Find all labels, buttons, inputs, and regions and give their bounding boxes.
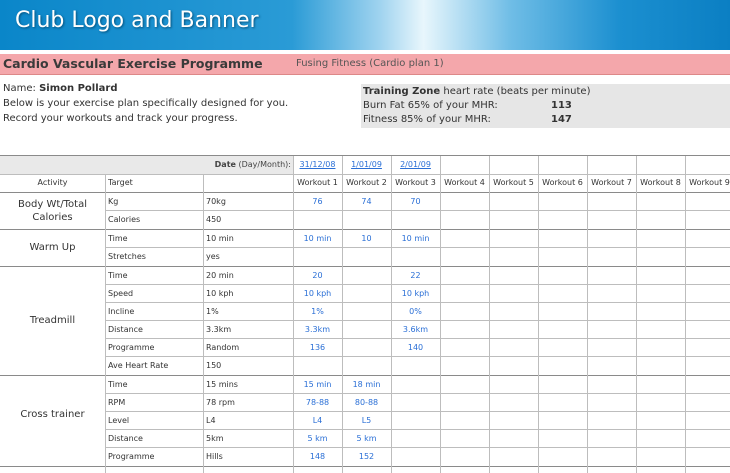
activity-header: Activity (37, 178, 68, 187)
workout-cell[interactable] (342, 303, 391, 321)
column-line (587, 156, 588, 473)
workout-cell[interactable] (636, 357, 685, 375)
target-value: 15 mins (206, 380, 238, 389)
workout-cell[interactable] (538, 248, 587, 266)
target-value: 3.3km (206, 325, 232, 334)
target-value: 1% (206, 307, 219, 316)
workout-cell[interactable] (489, 248, 538, 266)
workout-cell[interactable] (587, 193, 636, 211)
workout-cell[interactable] (587, 376, 636, 394)
target-cell: Programme (108, 343, 155, 352)
workout-cell[interactable] (538, 448, 587, 466)
workout-cell[interactable] (489, 285, 538, 303)
workout-cell[interactable] (685, 321, 730, 339)
workout-cell[interactable] (440, 193, 489, 211)
workout-header: Workout 3 (395, 178, 436, 187)
workout-cell[interactable] (636, 285, 685, 303)
workout-cell[interactable] (489, 339, 538, 357)
workout-cell[interactable] (489, 376, 538, 394)
workout-cell[interactable] (391, 248, 440, 266)
date-input[interactable] (440, 156, 489, 174)
target-value: 5km (206, 434, 224, 443)
workout-cell[interactable] (538, 339, 587, 357)
column-line (440, 156, 441, 473)
workout-cell[interactable] (685, 448, 730, 466)
workout-cell[interactable] (489, 267, 538, 285)
workout-cell[interactable] (489, 321, 538, 339)
workout-cell[interactable]: 5 km (356, 434, 377, 443)
date-input[interactable] (538, 156, 587, 174)
target-cell: Level (108, 416, 130, 425)
workout-cell[interactable] (391, 357, 440, 375)
activity-cell: Treadmill (29, 315, 76, 326)
column-line (636, 156, 637, 473)
workout-cell[interactable] (391, 448, 440, 466)
target-cell: Speed (108, 289, 134, 298)
workout-cell[interactable] (685, 193, 730, 211)
workout-cell[interactable]: 0% (409, 307, 422, 316)
workout-cell[interactable] (685, 394, 730, 412)
activity-cell: Body Wt/Total Calories (18, 199, 87, 223)
workout-cell[interactable] (636, 230, 685, 248)
target-cell: Time (108, 380, 128, 389)
name-label: Name: (3, 83, 36, 94)
workout-cell[interactable] (636, 193, 685, 211)
date-input[interactable] (685, 156, 730, 174)
workout-cell[interactable]: 80-88 (354, 398, 379, 407)
workout-cell[interactable] (587, 321, 636, 339)
column-line (538, 156, 539, 473)
workout-cell[interactable] (342, 248, 391, 266)
target-value: Random (206, 343, 240, 352)
workout-cell[interactable] (538, 394, 587, 412)
workout-cell[interactable] (489, 448, 538, 466)
workout-cell[interactable] (685, 230, 730, 248)
target-cell: Stretches (108, 252, 146, 261)
workout-cell[interactable]: 76 (312, 197, 323, 206)
workout-cell[interactable] (342, 285, 391, 303)
programme-title: Cardio Vascular Exercise Programme (3, 56, 263, 71)
workout-cell[interactable] (293, 357, 342, 375)
club-banner (0, 0, 730, 50)
workout-cell[interactable]: 10 kph (303, 289, 332, 298)
workout-cell[interactable]: 10 kph (401, 289, 430, 298)
intro-line-1: Below is your exercise plan specifically designed for you. (3, 98, 289, 109)
workout-cell[interactable] (685, 412, 730, 430)
workout-cell[interactable] (440, 339, 489, 357)
workout-cell[interactable] (636, 376, 685, 394)
workout-cell[interactable] (440, 448, 489, 466)
programme-subtitle: Fusing Fitness (Cardio plan 1) (296, 58, 444, 69)
workout-cell[interactable] (440, 394, 489, 412)
workout-header: Workout 8 (640, 178, 681, 187)
workout-cell[interactable]: 140 (407, 343, 424, 352)
workout-cell[interactable] (440, 230, 489, 248)
workout-cell[interactable] (587, 285, 636, 303)
date-input[interactable] (636, 156, 685, 174)
fitness-value: 147 (551, 114, 572, 125)
training-zone-heading: Training Zone heart rate (beats per minute) (363, 86, 591, 97)
workout-cell[interactable] (342, 321, 391, 339)
workout-cell[interactable]: 136 (309, 343, 326, 352)
workout-cell[interactable] (538, 230, 587, 248)
workout-cell[interactable] (587, 339, 636, 357)
workout-cell[interactable] (489, 394, 538, 412)
workout-cell[interactable] (538, 303, 587, 321)
target-cell: Incline (108, 307, 135, 316)
workout-cell[interactable] (293, 248, 342, 266)
workout-cell[interactable]: 5 km (307, 434, 328, 443)
workout-cell[interactable] (587, 267, 636, 285)
activity-cell: Cross trainer (20, 409, 85, 420)
workout-cell[interactable] (685, 357, 730, 375)
workout-cell[interactable]: 78-88 (305, 398, 330, 407)
workout-cell[interactable] (489, 412, 538, 430)
column-line (489, 156, 490, 473)
target-cell: Ave Heart Rate (108, 361, 169, 370)
workout-cell[interactable] (587, 430, 636, 448)
workout-cell[interactable]: 3.6km (402, 325, 429, 334)
workout-header: Workout 6 (542, 178, 583, 187)
burn-fat-row: Burn Fat 65% of your MHR: 113 (363, 100, 572, 111)
workout-cell[interactable] (440, 430, 489, 448)
workout-cell[interactable] (685, 248, 730, 266)
workout-cell[interactable] (685, 267, 730, 285)
workout-cell[interactable] (538, 267, 587, 285)
target-cell: Calories (108, 215, 141, 224)
workout-cell[interactable] (636, 303, 685, 321)
workout-cell[interactable] (538, 357, 587, 375)
workout-cell[interactable] (440, 357, 489, 375)
group-line (0, 466, 730, 467)
workout-cell[interactable] (636, 248, 685, 266)
workout-cell[interactable] (489, 303, 538, 321)
date-input[interactable]: 31/12/08 (299, 160, 336, 169)
workout-cell[interactable] (342, 357, 391, 375)
workout-cell[interactable]: 15 min (303, 380, 332, 389)
workout-cell[interactable]: 20 (312, 271, 323, 280)
target-cell: Distance (108, 325, 143, 334)
column-line (342, 156, 343, 473)
date-input[interactable]: 1/01/09 (351, 160, 382, 169)
workout-cell[interactable] (440, 211, 489, 229)
workout-cell[interactable] (489, 193, 538, 211)
workout-cell[interactable] (636, 211, 685, 229)
date-input[interactable] (489, 156, 538, 174)
workout-cell[interactable] (685, 339, 730, 357)
workout-cell[interactable] (587, 248, 636, 266)
workout-cell[interactable] (440, 267, 489, 285)
target-value: 20 min (206, 271, 234, 280)
workout-cell[interactable] (538, 376, 587, 394)
table-top-line (0, 155, 730, 156)
workout-cell[interactable] (489, 357, 538, 375)
target-value: 450 (206, 215, 222, 224)
workout-cell[interactable] (293, 211, 342, 229)
workout-header: Workout 4 (444, 178, 485, 187)
target-header: Target (108, 178, 133, 187)
target-value: 10 kph (206, 289, 234, 298)
workout-cell[interactable] (391, 412, 440, 430)
programme-title-bar (0, 54, 730, 75)
activity-cell: Warm Up (29, 242, 76, 253)
workout-cell[interactable]: 148 (309, 452, 326, 461)
workout-cell[interactable] (440, 376, 489, 394)
workout-header: Workout 2 (346, 178, 387, 187)
workout-cell[interactable]: L5 (361, 416, 372, 425)
target-cell: Kg (108, 197, 119, 206)
workout-cell[interactable] (636, 430, 685, 448)
column-line (203, 174, 204, 473)
workout-cell[interactable]: L4 (312, 416, 323, 425)
workout-cell[interactable]: 18 min (352, 380, 381, 389)
workout-header: Workout 7 (591, 178, 632, 187)
workout-cell[interactable] (636, 448, 685, 466)
workout-cell[interactable] (538, 211, 587, 229)
column-line (391, 156, 392, 473)
target-value: 150 (206, 361, 222, 370)
workout-cell[interactable] (636, 267, 685, 285)
workout-cell[interactable] (440, 321, 489, 339)
workout-cell[interactable] (342, 267, 391, 285)
workout-cell[interactable]: 152 (358, 452, 375, 461)
workout-cell[interactable] (685, 430, 730, 448)
date-label: Date (Day/Month): (214, 160, 291, 169)
workout-cell[interactable] (538, 285, 587, 303)
workout-cell[interactable] (685, 376, 730, 394)
workout-cell[interactable] (636, 321, 685, 339)
target-value: Hills (206, 452, 223, 461)
workout-cell[interactable] (440, 285, 489, 303)
workout-cell[interactable] (538, 412, 587, 430)
member-info (3, 81, 288, 126)
column-line (293, 156, 294, 473)
workout-header: Workout 1 (297, 178, 338, 187)
workout-cell[interactable] (391, 430, 440, 448)
date-row-line (0, 174, 730, 175)
workout-cell[interactable] (342, 211, 391, 229)
workout-cell[interactable] (636, 412, 685, 430)
date-input[interactable]: 2/01/09 (400, 160, 431, 169)
column-line (685, 156, 686, 473)
intro-line-2: Record your workouts and track your progress. (3, 113, 238, 124)
workout-header: Workout 5 (493, 178, 534, 187)
workout-cell[interactable] (538, 193, 587, 211)
workout-cell[interactable] (342, 339, 391, 357)
workout-cell[interactable] (489, 211, 538, 229)
workout-cell[interactable] (587, 394, 636, 412)
workout-cell[interactable] (685, 285, 730, 303)
workout-cell[interactable]: 10 min (401, 234, 430, 243)
workout-cell[interactable] (587, 448, 636, 466)
workout-cell[interactable] (440, 248, 489, 266)
workout-cell[interactable]: 1% (311, 307, 324, 316)
workout-cell[interactable] (489, 230, 538, 248)
target-cell: Time (108, 271, 128, 280)
workout-cell[interactable] (489, 430, 538, 448)
workout-cell[interactable] (685, 211, 730, 229)
workout-cell[interactable]: 70 (410, 197, 421, 206)
date-input[interactable] (587, 156, 636, 174)
workout-cell[interactable] (587, 230, 636, 248)
workout-cell[interactable]: 10 (361, 234, 372, 243)
workout-cell[interactable] (587, 211, 636, 229)
workout-cell[interactable] (440, 303, 489, 321)
workout-cell[interactable] (636, 339, 685, 357)
target-value: 10 min (206, 234, 234, 243)
workout-cell[interactable] (391, 394, 440, 412)
member-name: Simon Pollard (39, 83, 118, 94)
workout-cell[interactable]: 74 (361, 197, 372, 206)
target-value: 78 rpm (206, 398, 235, 407)
workout-cell[interactable]: 3.3km (304, 325, 331, 334)
workout-cell[interactable] (538, 321, 587, 339)
burn-fat-value: 113 (551, 100, 572, 111)
workout-cell[interactable] (440, 412, 489, 430)
target-cell: RPM (108, 398, 126, 407)
training-zone-panel (361, 84, 730, 128)
target-value: 70kg (206, 197, 226, 206)
target-value: yes (206, 252, 220, 261)
workout-cell[interactable] (391, 211, 440, 229)
target-value: L4 (206, 416, 216, 425)
target-cell: Programme (108, 452, 155, 461)
target-cell: Time (108, 234, 128, 243)
workout-cell[interactable] (685, 303, 730, 321)
banner-title: Club Logo and Banner (15, 8, 259, 33)
workout-cell[interactable] (587, 303, 636, 321)
workout-cell[interactable] (587, 357, 636, 375)
fitness-row: Fitness 85% of your MHR: 147 (363, 114, 572, 125)
column-line (105, 174, 106, 473)
workout-cell[interactable] (636, 394, 685, 412)
workout-cell[interactable]: 22 (410, 271, 421, 280)
workout-cell[interactable] (391, 376, 440, 394)
workout-header: Workout 9 (689, 178, 730, 187)
target-cell: Distance (108, 434, 143, 443)
workout-cell[interactable] (538, 430, 587, 448)
workout-cell[interactable] (587, 412, 636, 430)
workout-cell[interactable]: 10 min (303, 234, 332, 243)
